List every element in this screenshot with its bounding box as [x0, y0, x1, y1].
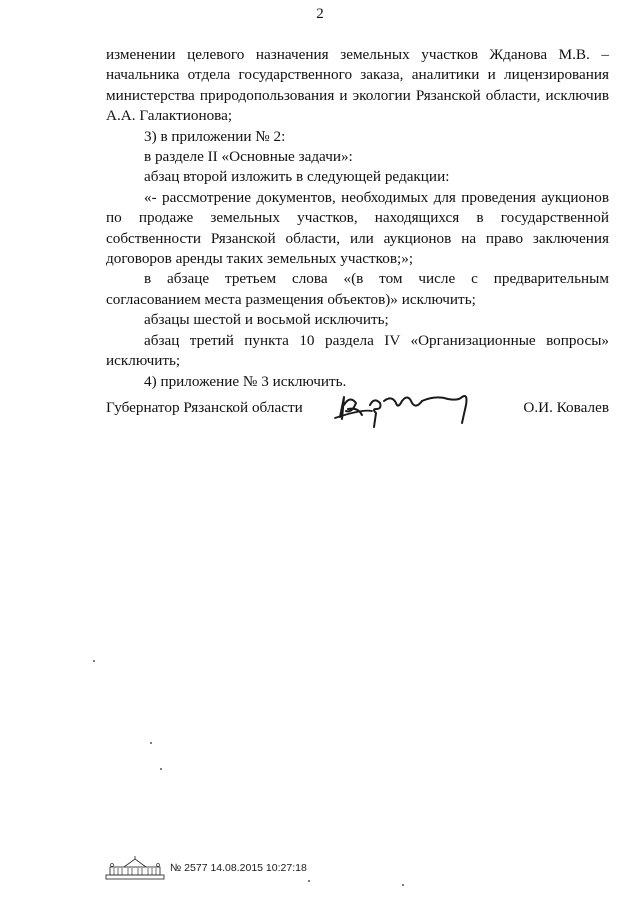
page-number: 2: [316, 6, 324, 22]
handwritten-signature: [332, 387, 482, 433]
scan-speck: [308, 880, 310, 882]
paragraph: абзац второй изложить в следующей редакции:: [144, 168, 450, 186]
paragraph: 3) в приложении № 2:: [144, 127, 286, 145]
government-building-stamp-icon: [104, 855, 166, 881]
paragraph: 4) приложение № 3 исключить.: [144, 372, 347, 390]
signature-block: [106, 395, 609, 435]
scan-speck: [402, 884, 404, 886]
signatory-title: Губернатор Рязанской области: [106, 399, 303, 416]
paragraph: абзацы шестой и восьмой исключить;: [144, 311, 389, 329]
paragraph: в разделе II «Основные задачи»:: [144, 148, 353, 166]
paragraph: изменении целевого назначения земельных участков Жданова М.В. – начальника отдела государственного заказа, аналитики и лицензирования министерства природопользования и экологии Рязанской области, исключив А.А. Галактионова;: [106, 46, 609, 125]
paragraph: в абзаце третьем слова «(в том числе с предварительным согласованием места размещения объектов)» исключить;: [106, 270, 609, 308]
signatory-name: О.И. Ковалев: [523, 399, 609, 416]
document-body: [106, 45, 609, 392]
scan-speck: [160, 768, 162, 770]
paragraph: абзац третий пункта 10 раздела IV «Организационные вопросы» исключить;: [106, 331, 609, 370]
scan-speck: [150, 742, 152, 744]
paragraph: «- рассмотрение документов, необходимых для проведения аукционов по продаже земельных участков, находящихся в государственной собственности Рязанской области, или аукционов на право заключения договоров аренды таких земельных участков;»;: [106, 188, 609, 268]
registration-footer: [104, 855, 364, 881]
registration-number: № 2577 14.08.2015 10:27:18: [170, 862, 307, 874]
scan-speck: [93, 660, 95, 662]
